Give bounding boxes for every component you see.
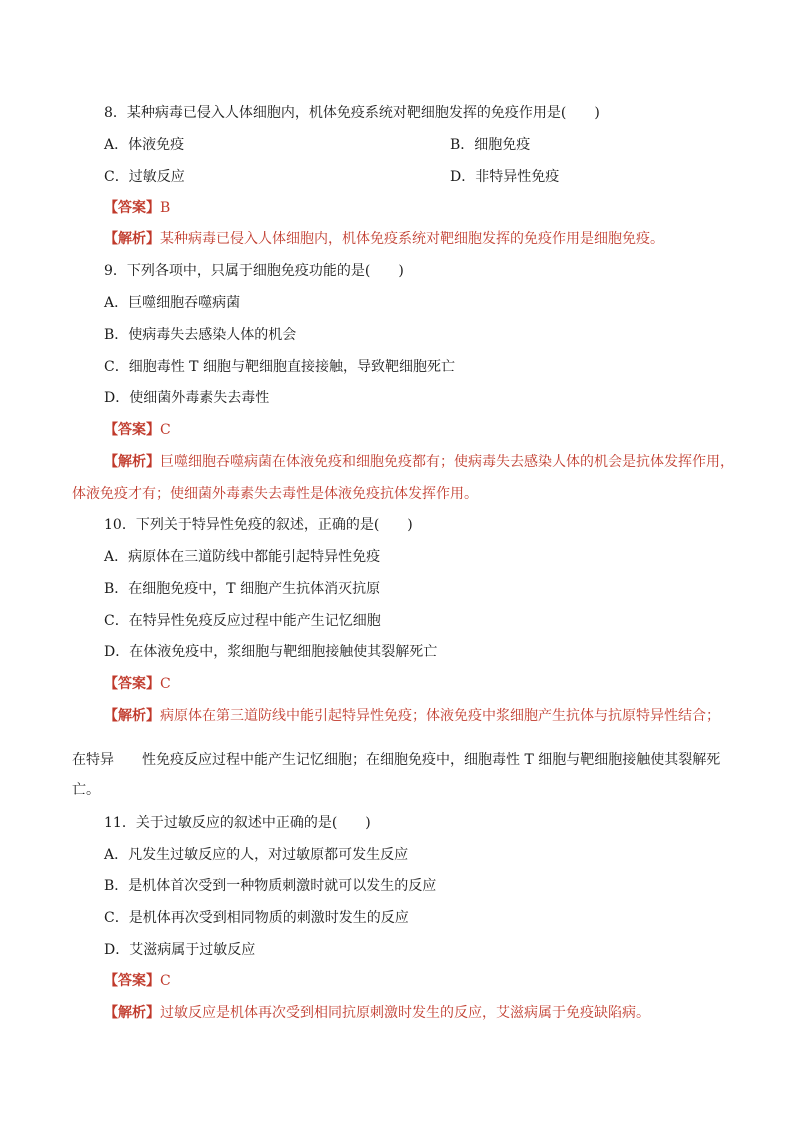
question-11-answer bbox=[104, 971, 171, 991]
analysis-tag: 【解析】 bbox=[104, 231, 160, 247]
answer-tag: 【答案】 bbox=[104, 200, 160, 216]
question-10-analysis-cont-2: 亡。 bbox=[72, 782, 100, 798]
question-8-option-c: C．过敏反应 bbox=[104, 169, 185, 185]
analysis-text: 巨噬细胞吞噬病菌在体液免疫和细胞免疫都有；使病毒失去感染人体的机会是抗体发挥作用， bbox=[160, 454, 734, 470]
answer-value: C bbox=[160, 422, 171, 438]
question-9-analysis-cont bbox=[72, 484, 478, 504]
question-8-option-b: B．细胞免疫 bbox=[450, 137, 531, 153]
analysis-tag: 【解析】 bbox=[104, 708, 160, 724]
question-10-stem: 10．下列关于特异性免疫的叙述，正确的是( ) bbox=[104, 517, 413, 533]
analysis-tag: 【解析】 bbox=[104, 1005, 160, 1021]
question-10-option-d: D．在体液免疫中，浆细胞与靶细胞接触使其裂解死亡 bbox=[104, 644, 438, 660]
question-10-option-c: C．在特异性免疫反应过程中能产生记忆细胞 bbox=[104, 613, 381, 629]
answer-value: C bbox=[160, 973, 171, 989]
question-11-option-d: D．艾滋病属于过敏反应 bbox=[104, 942, 256, 958]
question-9-option-a: A．巨噬细胞吞噬病菌 bbox=[104, 295, 241, 311]
analysis-text: 过敏反应是机体再次受到相同抗原刺激时发生的反应，艾滋病属于免疫缺陷病。 bbox=[160, 1005, 650, 1021]
question-10-analysis-cont-1: 在特异 性免疫反应过程中能产生记忆细胞；在细胞免疫中，细胞毒性 T 细胞与靶细胞接触使其裂解死 bbox=[72, 752, 721, 768]
answer-value: B bbox=[160, 200, 171, 216]
question-11-option-c: C．是机体再次受到相同物质的刺激时发生的反应 bbox=[104, 910, 409, 926]
question-8-answer bbox=[104, 198, 170, 218]
analysis-text: 病原体在第三道防线中能引起特异性免疫；体液免疫中浆细胞产生抗体与抗原特异性结合； bbox=[160, 708, 720, 724]
question-11-option-a: A．凡发生过敏反应的人，对过敏原都可发生反应 bbox=[104, 847, 409, 863]
question-8-stem: 8．某种病毒已侵入人体细胞内，机体免疫系统对靶细胞发挥的免疫作用是( ) bbox=[104, 105, 600, 121]
question-10-option-b: B．在细胞免疫中，T 细胞产生抗体消灭抗原 bbox=[104, 581, 381, 597]
question-11-stem: 11．关于过敏反应的叙述中正确的是( ) bbox=[104, 815, 371, 831]
question-9-answer bbox=[104, 420, 171, 440]
analysis-tag: 【解析】 bbox=[104, 454, 160, 470]
question-8-option-d: D．非特异性免疫 bbox=[450, 169, 560, 185]
answer-value: C bbox=[160, 676, 171, 692]
question-8-options-row-1 bbox=[104, 135, 531, 155]
question-9-option-b: B．使病毒失去感染人体的机会 bbox=[104, 327, 297, 343]
question-9-analysis bbox=[104, 452, 734, 472]
question-9-option-d: D．使细菌外毒素失去毒性 bbox=[104, 390, 270, 406]
answer-tag: 【答案】 bbox=[104, 973, 160, 989]
question-8-analysis bbox=[104, 229, 664, 249]
question-8-options-row-2 bbox=[104, 167, 560, 187]
answer-tag: 【答案】 bbox=[104, 676, 160, 692]
question-8-option-a: A．体液免疫 bbox=[104, 137, 185, 153]
question-10-answer bbox=[104, 674, 171, 694]
analysis-text: 体液免疫才有；使细菌外毒素失去毒性是体液免疫抗体发挥作用。 bbox=[72, 486, 478, 502]
question-10-analysis bbox=[104, 706, 720, 726]
question-9-option-c: C．细胞毒性 T 细胞与靶细胞直接接触，导致靶细胞死亡 bbox=[104, 359, 455, 375]
answer-tag: 【答案】 bbox=[104, 422, 160, 438]
question-11-option-b: B．是机体首次受到一种物质刺激时就可以发生的反应 bbox=[104, 878, 437, 894]
analysis-text: 某种病毒已侵入人体细胞内，机体免疫系统对靶细胞发挥的免疫作用是细胞免疫。 bbox=[160, 231, 664, 247]
question-11-analysis bbox=[104, 1003, 650, 1023]
question-9-stem: 9．下列各项中，只属于细胞免疫功能的是( ) bbox=[104, 263, 404, 279]
question-10-option-a: A．病原体在三道防线中都能引起特异性免疫 bbox=[104, 549, 381, 565]
